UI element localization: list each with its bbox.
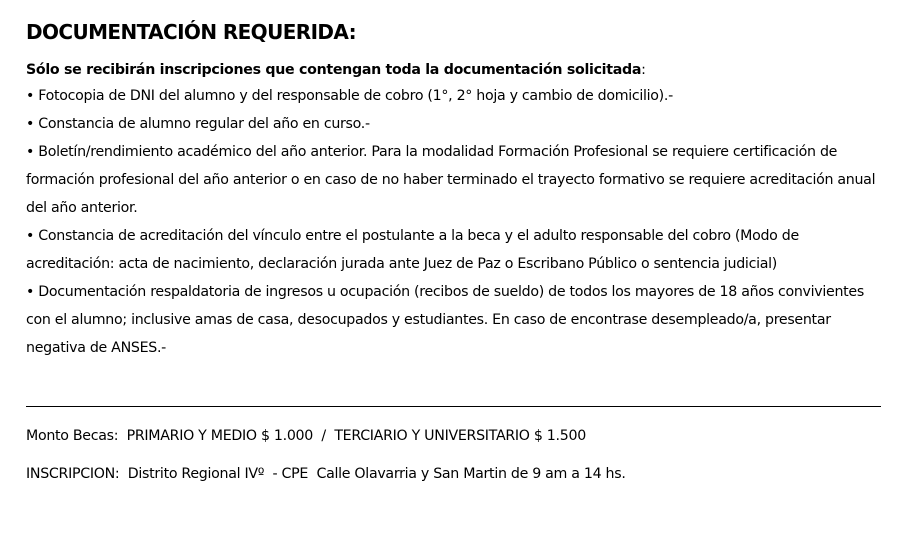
list-item: • Constancia de alumno regular del año en curso.- [26,116,370,132]
intro-line [26,59,886,82]
list-item: • Fotocopia de DNI del alumno y del responsable de cobro (1°, 2° hoja y cambio de domicilio).- [26,88,673,104]
requirements-list [26,82,886,362]
intro-suffix: : [641,62,646,78]
monto-becas-line: Monto Becas: PRIMARIO Y MEDIO $ 1.000 / TERCIARIO Y UNIVERSITARIO $ 1.500 [26,428,586,444]
list-item: • Constancia de acreditación del vínculo entre el postulante a la beca y el adulto responsable del cobro (Modo de acreditación: acta de nacimiento, declaración jurada ante Juez de Paz o Escribano Público o sentencia judicial) [26,228,799,272]
divider [26,406,881,407]
list-item: • Boletín/rendimiento académico del año anterior. Para la modalidad Formación Profesional se requiere certificación de formación profesional del año anterior o en caso de no haber terminado el trayecto formativo se requiere acreditación anual del año anterior. [26,144,876,216]
document-body [26,18,886,362]
document-title: DOCUMENTACIÓN REQUERIDA: [26,20,357,44]
intro-bold-text: Sólo se recibirán inscripciones que contengan toda la documentación solicitada [26,62,642,78]
list-item: • Documentación respaldatoria de ingresos u ocupación (recibos de sueldo) de todos los mayores de 18 años convivientes con el alumno; inclusive amas de casa, desocupados y estudiantes. En caso de encontrase desempleado/a, presentar negativa de ANSES.- [26,284,864,356]
inscripcion-line: INSCRIPCION: Distrito Regional IVº - CPE Calle Olavarria y San Martin de 9 am a 14 hs. [26,466,626,482]
